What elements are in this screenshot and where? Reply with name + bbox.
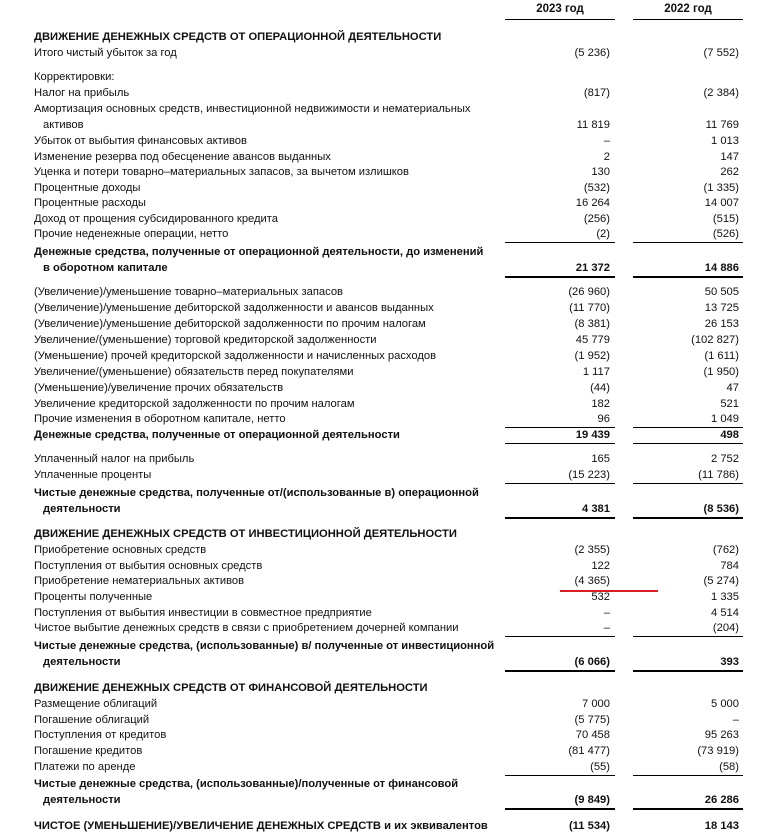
value-2023: (256) [583, 213, 610, 225]
row-label: Чистые денежные средства, (использованные) в/ полученные от инвестиционной [34, 640, 495, 652]
row-label: Налог на прибыль [34, 87, 130, 99]
row-label: Прочие изменения в оборотном капитале, нетто [34, 413, 286, 425]
row-label: Изменение резерва под обесценение авансов выданных [34, 151, 331, 163]
value-2023: (6 066) [574, 656, 610, 668]
value-2022: (7 552) [703, 47, 739, 59]
underline-2023 [505, 670, 615, 672]
value-2022: 147 [720, 151, 739, 163]
value-2022: (2 384) [703, 87, 739, 99]
value-2022: 4 514 [711, 607, 739, 619]
value-2022: (515) [712, 213, 739, 225]
value-2023: (1 952) [574, 350, 610, 362]
value-2022: 14 886 [704, 262, 739, 274]
row-label: Прочие неденежные операции, нетто [34, 228, 229, 240]
value-2023: 11 819 [576, 119, 610, 131]
value-2022: (11 786) [698, 469, 739, 481]
red-annotation-underline [560, 590, 658, 592]
row-label: Размещение облигаций [34, 698, 158, 710]
value-2023: 532 [591, 591, 610, 603]
row-label: Проценты полученные [34, 591, 153, 603]
underline-2022 [633, 808, 743, 810]
value-2022: 5 000 [711, 698, 739, 710]
underline-2023 [505, 276, 615, 278]
value-2023: 70 458 [575, 729, 610, 741]
value-2023: (5 775) [574, 714, 610, 726]
underline-2022 [633, 636, 743, 637]
value-2023: 96 [597, 413, 610, 425]
value-2023: – [603, 607, 610, 619]
row-label: Поступления от выбытия инвестиции в совместное предприятие [34, 607, 372, 619]
underline-2023 [505, 636, 615, 637]
row-label: Увеличение/(уменьшение) торговой кредиторской задолженности [34, 334, 377, 346]
value-2023: (4 365) [574, 575, 610, 587]
row-label: (Уменьшение) прочей кредиторской задолженности и начисленных расходов [34, 350, 437, 362]
row-label: (Увеличение)/уменьшение товарно–материальных запасов [34, 286, 344, 298]
row-label: Процентные расходы [34, 197, 146, 209]
value-2022: 95 263 [704, 729, 739, 741]
value-2023: – [603, 622, 610, 634]
row-label: Доход от прощения субсидированного кредита [34, 213, 279, 225]
value-2022: 14 007 [704, 197, 739, 209]
row-label: (Увеличение)/уменьшение дебиторской задолженности и авансов выданных [34, 302, 434, 314]
row-label: Приобретение основных средств [34, 544, 207, 556]
value-2022: 262 [720, 166, 739, 178]
value-2023: (2 355) [574, 544, 610, 556]
value-2023: (11 770) [569, 302, 610, 314]
value-2022: 18 143 [704, 820, 739, 832]
row-label: активов [43, 119, 84, 131]
underline-2022 [633, 427, 743, 428]
row-label: Денежные средства, полученные от операционной деятельности, до изменений [34, 246, 484, 258]
underline-2023 [505, 808, 615, 810]
row-label: ЧИСТОЕ (УМЕНЬШЕНИЕ)/УВЕЛИЧЕНИЕ ДЕНЕЖНЫХ СРЕДСТВ и их эквивалентов [34, 820, 488, 832]
value-2022: 47 [726, 382, 739, 394]
underline-2022 [633, 670, 743, 672]
value-2022: (526) [712, 228, 739, 240]
value-2022: (1 335) [703, 182, 739, 194]
underline-2022 [633, 242, 743, 243]
row-label: (Увеличение)/уменьшение дебиторской задолженности по прочим налогам [34, 318, 426, 330]
row-label: Платежи по аренде [34, 761, 136, 773]
row-label: Итого чистый убыток за год [34, 47, 177, 59]
value-2023: (9 849) [574, 794, 610, 806]
value-2022: (58) [719, 761, 739, 773]
row-label: Приобретение нематериальных активов [34, 575, 245, 587]
underline-2023 [505, 775, 615, 776]
value-2022: 784 [720, 560, 739, 572]
row-label: Уценка и потери товарно–материальных запасов, за вычетом излишков [34, 166, 409, 178]
column-header-2022: 2022 год [664, 3, 712, 15]
row-label: Увеличение кредиторской задолженности по прочим налогам [34, 398, 355, 410]
row-label: ДВИЖЕНИЕ ДЕНЕЖНЫХ СРЕДСТВ ОТ ФИНАНСОВОЙ ДЕЯТЕЛЬНОСТИ [34, 682, 428, 694]
column-header-2023: 2023 год [536, 3, 584, 15]
value-2023: (55) [590, 761, 610, 773]
value-2022: (5 274) [703, 575, 739, 587]
row-label: Погашение кредитов [34, 745, 143, 757]
row-label: Поступления от выбытия основных средств [34, 560, 263, 572]
value-2023: (5 236) [574, 47, 610, 59]
underline-2022 [633, 775, 743, 776]
value-2023: 7 000 [582, 698, 610, 710]
value-2023: 45 779 [575, 334, 610, 346]
value-2022: 11 769 [705, 119, 739, 131]
value-2023: (26 960) [568, 286, 610, 298]
row-label: Денежные средства, полученные от операционной деятельности [34, 429, 400, 441]
value-2022: 521 [720, 398, 739, 410]
row-label: (Уменьшение)/увеличение прочих обязательств [34, 382, 284, 394]
underline-2022 [633, 276, 743, 278]
value-2023: 21 372 [575, 262, 610, 274]
row-label: деятельности [43, 503, 121, 515]
underline-2023 [505, 517, 615, 519]
value-2023: (44) [590, 382, 610, 394]
row-label: Процентные доходы [34, 182, 141, 194]
value-2022: (762) [712, 544, 739, 556]
value-2022: (73 919) [697, 745, 739, 757]
underline-2023 [505, 483, 615, 484]
value-2022: 1 335 [711, 591, 739, 603]
value-2022: 1 013 [711, 135, 739, 147]
value-2023: 130 [591, 166, 610, 178]
row-label: деятельности [43, 794, 121, 806]
row-label: Поступления от кредитов [34, 729, 167, 741]
value-2022: 50 505 [704, 286, 739, 298]
underline-2023 [505, 242, 615, 243]
value-2023: (817) [583, 87, 610, 99]
value-2023: (2) [596, 228, 610, 240]
value-2023: (8 381) [574, 318, 610, 330]
value-2023: 19 439 [575, 429, 610, 441]
header-underline-2022 [633, 19, 743, 20]
row-label: деятельности [43, 656, 121, 668]
underline-2023 [505, 427, 615, 428]
row-label: Увеличение/(уменьшение) обязательств перед покупателями [34, 366, 354, 378]
underline-2022 [633, 517, 743, 519]
value-2023: 122 [591, 560, 610, 572]
value-2023: (11 534) [568, 820, 610, 832]
row-label: Уплаченные проценты [34, 469, 152, 481]
value-2023: 16 264 [575, 197, 610, 209]
value-2022: (8 536) [703, 503, 739, 515]
value-2023: 182 [591, 398, 610, 410]
row-label: Корректировки: [34, 71, 115, 83]
value-2023: (532) [583, 182, 610, 194]
value-2023: 165 [591, 453, 610, 465]
value-2022: (102 827) [691, 334, 739, 346]
value-2022: 393 [720, 656, 739, 668]
value-2022: – [732, 714, 739, 726]
row-label: ДВИЖЕНИЕ ДЕНЕЖНЫХ СРЕДСТВ ОТ ОПЕРАЦИОННОЙ ДЕЯТЕЛЬНОСТИ [34, 31, 442, 43]
value-2022: 13 725 [704, 302, 739, 314]
value-2022: (1 950) [703, 366, 739, 378]
value-2023: – [603, 135, 610, 147]
row-label: Чистое выбытие денежных средств в связи с приобретением дочерней компании [34, 622, 459, 634]
row-label: Убыток от выбытия финансовых активов [34, 135, 247, 147]
value-2022: 1 049 [711, 413, 739, 425]
row-label: Амортизация основных средств, инвестиционной недвижимости и нематериальных [34, 103, 471, 115]
value-2022: 2 752 [711, 453, 739, 465]
value-2023: 1 117 [582, 366, 610, 378]
value-2022: (204) [712, 622, 739, 634]
underline-2023 [505, 443, 615, 444]
value-2022: (1 611) [704, 350, 739, 362]
header-underline-2023 [505, 19, 615, 20]
value-2022: 26 153 [704, 318, 739, 330]
value-2022: 498 [720, 429, 739, 441]
row-label: Уплаченный налог на прибыль [34, 453, 195, 465]
value-2023: 4 381 [582, 503, 610, 515]
underline-2022 [633, 483, 743, 484]
row-label: Чистые денежные средства, (использованные)/полученные от финансовой [34, 778, 459, 790]
value-2022: 26 286 [704, 794, 739, 806]
row-label: ДВИЖЕНИЕ ДЕНЕЖНЫХ СРЕДСТВ ОТ ИНВЕСТИЦИОННОЙ ДЕЯТЕЛЬНОСТИ [34, 528, 457, 540]
value-2023: 2 [603, 151, 610, 163]
row-label: Чистые денежные средства, полученные от/(использованные в) операционной [34, 487, 479, 499]
row-label: в оборотном капитале [43, 262, 168, 274]
value-2023: (81 477) [568, 745, 610, 757]
underline-2022 [633, 443, 743, 444]
row-label: Погашение облигаций [34, 714, 150, 726]
value-2023: (15 223) [568, 469, 610, 481]
